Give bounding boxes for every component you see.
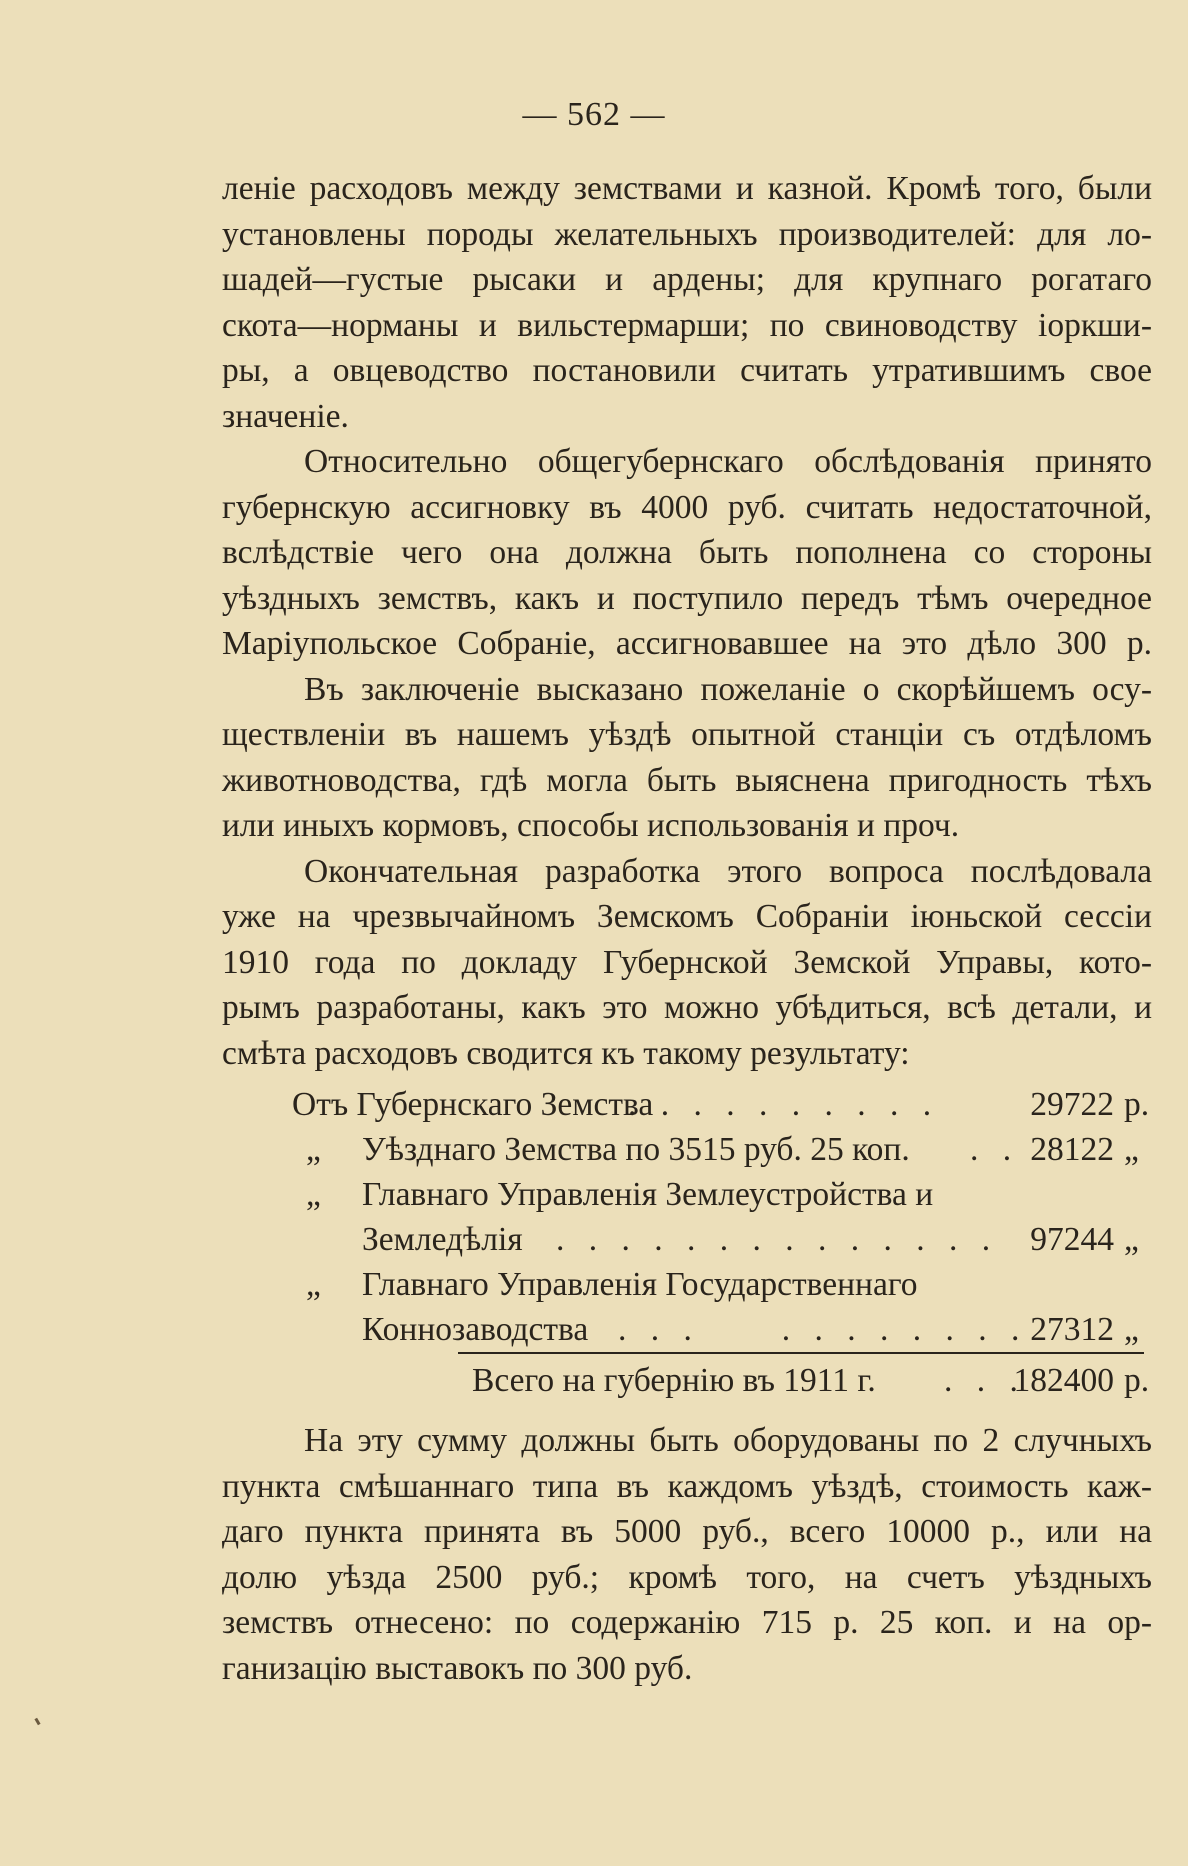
ledger-unit: р. <box>1124 1086 1150 1123</box>
text-line: земствъ отнесено: по содержанію 715 р. 25 коп. и на ор- <box>222 1604 1152 1641</box>
page-number: — 562 — <box>522 96 666 133</box>
text-line: ры, а овцеводство постановили считать утратившимъ свое <box>222 352 1152 389</box>
text-line: уѣздныхъ земствъ, какъ и поступило передъ тѣмъ очередное <box>222 579 1152 617</box>
text-line: ганизацію выставокъ по 300 руб. <box>222 1649 693 1687</box>
ditto-mark: „ <box>306 1131 321 1168</box>
paper-speck <box>34 1718 40 1726</box>
paragraph <box>222 667 1152 849</box>
ledger-row <box>222 1127 1152 1172</box>
dot-leaders: . . . . . . . . . . <box>628 1086 940 1123</box>
expense-ledger <box>222 1082 1152 1403</box>
ledger-item-name: Отъ Губернскаго Земства <box>292 1086 654 1123</box>
ditto-mark: „ <box>306 1266 321 1303</box>
text-line: 1910 года по докладу Губернской Земской Управы, кото- <box>222 943 1152 981</box>
dot-leaders: . . . <box>944 1362 1026 1399</box>
ledger-item-name: Главнаго Управленія Землеустройства и <box>362 1176 934 1213</box>
total-label: Всего на губернію въ 1911 г. <box>472 1362 876 1399</box>
text-line: или иныхъ кормовъ, способы использованія и проч. <box>222 807 960 844</box>
text-line: леніе расходовъ между земствами и казной. Кромѣ того, были <box>222 170 1152 207</box>
total-rule <box>458 1352 1144 1354</box>
ledger-unit: „ <box>1124 1311 1139 1348</box>
ledger-item-name: Уѣзднаго Земства по 3515 руб. 25 коп. <box>362 1131 910 1168</box>
ledger-unit: „ <box>1124 1131 1139 1168</box>
main-text <box>222 166 1152 1076</box>
dot-leaders: . . <box>970 1131 1020 1168</box>
text-line: рымъ разработаны, какъ это можно убѣдиться, всѣ детали, и <box>222 989 1152 1026</box>
text-line: вслѣдствіе чего она должна быть пополнена со стороны <box>222 534 1152 571</box>
text-line: шадей—густые рысаки и ардены; для крупнаго рогатаго <box>222 261 1152 298</box>
ledger-amount: 27312 <box>1030 1311 1114 1348</box>
ledger-row <box>222 1082 1152 1127</box>
ledger-amount: 28122 <box>1030 1131 1114 1168</box>
ditto-mark: „ <box>306 1176 321 1213</box>
ledger-total-row <box>222 1358 1152 1403</box>
paragraph <box>222 849 1152 1077</box>
ledger-unit: „ <box>1124 1221 1139 1258</box>
text-line: пункта смѣшаннаго типа въ каждомъ уѣздѣ, стоимость каж- <box>222 1467 1152 1505</box>
paragraph <box>222 439 1152 667</box>
paragraph <box>222 1418 1152 1691</box>
text-line: На эту сумму должны быть оборудованы по 2 случныхъ <box>304 1422 1152 1459</box>
ledger-amount: 29722 <box>1030 1086 1114 1123</box>
text-line: смѣта расходовъ сводится къ такому результату: <box>222 1034 910 1072</box>
text-line: ществленіи въ нашемъ уѣздѣ опытной станціи съ отдѣломъ <box>222 716 1152 753</box>
total-amount: 182400 <box>1013 1362 1114 1399</box>
text-line: Въ заключеніе высказано пожеланіе о скорѣйшемъ осу- <box>304 670 1152 708</box>
ledger-row <box>222 1262 1152 1307</box>
text-line: установлены породы желательныхъ производителей: для ло- <box>222 215 1152 253</box>
ledger-row <box>222 1172 1152 1217</box>
dot-leaders: . . . . . . . . . . . . . . <box>556 1221 999 1258</box>
text-line: скота—норманы и вильстермарши; по свиноводству іоркши- <box>222 306 1152 344</box>
text-line: Окончательная разработка этого вопроса послѣдовала <box>304 852 1152 890</box>
ledger-row <box>222 1307 1152 1352</box>
ledger-item-name: Главнаго Управленія Государственнаго <box>362 1266 918 1303</box>
ledger-row <box>222 1217 1152 1262</box>
text-line: значеніе. <box>222 397 349 435</box>
ledger-item-name: Земледѣлія <box>362 1221 523 1258</box>
text-line: губернскую ассигновку въ 4000 руб. считать недостаточной, <box>222 488 1152 526</box>
ledger-item-name: Коннозаводства <box>362 1311 589 1348</box>
text-line: долю уѣзда 2500 руб.; кромѣ того, на счетъ уѣздныхъ <box>222 1558 1152 1596</box>
dot-leaders: . . . . . . . . . . . <box>618 1311 1028 1348</box>
text-line: уже на чрезвычайномъ Земскомъ Собраніи іюньской сессіи <box>222 898 1152 935</box>
text-line: животноводства, гдѣ могла быть выяснена пригодность тѣхъ <box>222 761 1152 799</box>
text-line: даго пункта принята въ 5000 руб., всего 10000 р., или на <box>222 1513 1152 1550</box>
ledger-amount: 97244 <box>1030 1221 1114 1258</box>
text-line: Относительно общегубернскаго обслѣдованія принято <box>304 443 1152 480</box>
paragraph <box>222 166 1152 439</box>
text-line: Маріупольское Собраніе, ассигновавшее на это дѣло 300 р. <box>222 625 1152 662</box>
total-unit: р. <box>1124 1362 1150 1399</box>
